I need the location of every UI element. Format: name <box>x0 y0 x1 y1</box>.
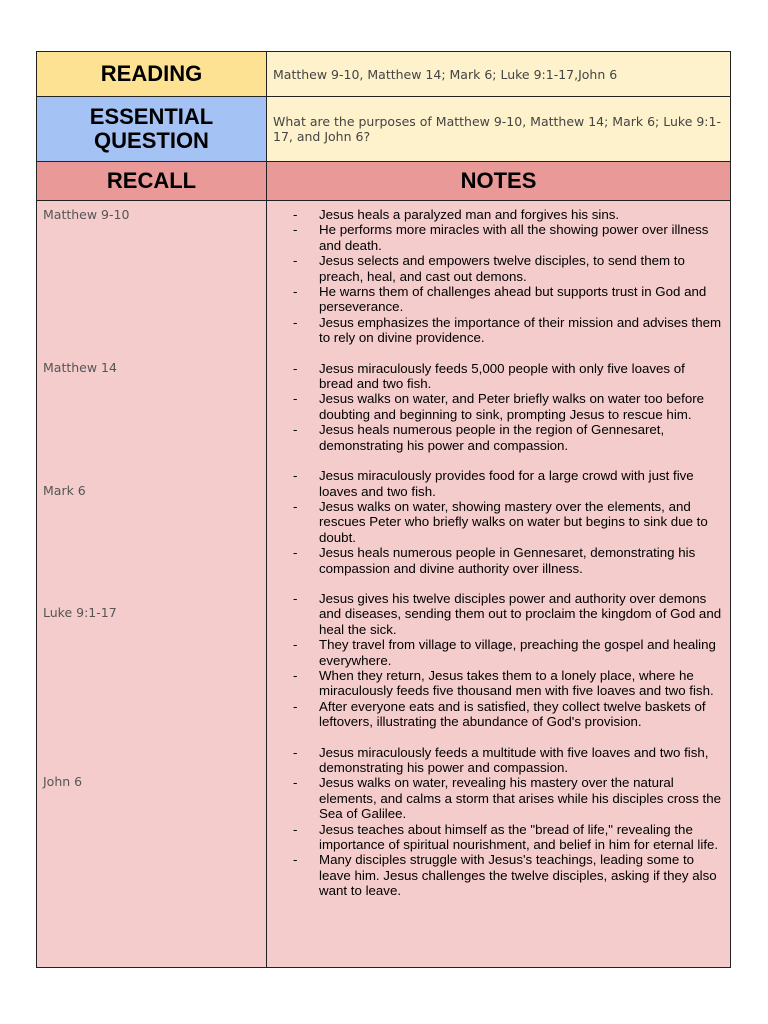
note-item: - Jesus heals numerous people in Gennesaret, demonstrating his compassion and divine authority over illness. <box>293 545 722 576</box>
recall-column <box>37 201 267 968</box>
note-item: - Jesus walks on water, revealing his mastery over the natural elements, and calms a storm that arises while his disciples cross the Sea of Galilee. <box>293 775 722 821</box>
note-item: - Jesus miraculously feeds a multitude with five loaves and two fish, demonstrating his power and compassion. <box>293 745 722 776</box>
essential-question-label <box>37 97 267 162</box>
essential-question-value: What are the purposes of Matthew 9-10, Matthew 14; Mark 6; Luke 9:1-17, and John 6? <box>267 97 731 162</box>
note-item: - He performs more miracles with all the showing power over illness and death. <box>293 222 722 253</box>
note-item: - They travel from village to village, preaching the gospel and healing everywhere. <box>293 637 722 668</box>
note-item: - Jesus emphasizes the importance of their mission and advises them to rely on divine providence. <box>293 315 722 346</box>
note-item: - Jesus teaches about himself as the "bread of life," revealing the importance of spiritual nourishment, and belief in him for eternal life. <box>293 822 722 853</box>
recall-label: Matthew 14 <box>43 360 117 375</box>
notes-list <box>293 361 722 453</box>
notes-header: NOTES <box>267 162 731 201</box>
notes-list <box>293 207 722 346</box>
content-row <box>37 201 731 968</box>
recall-label: Mark 6 <box>43 483 86 498</box>
note-item: - Jesus walks on water, and Peter briefly walks on water too before doubting and beginning to sink, prompting Jesus to rescue him. <box>293 391 722 422</box>
recall-label: Luke 9:1-17 <box>43 605 117 620</box>
notes-column <box>267 201 731 968</box>
notes-list <box>293 468 722 576</box>
note-item: - Jesus walks on water, showing mastery over the elements, and rescues Peter who briefly walks on water but begins to sink due to doubt. <box>293 499 722 545</box>
notes-list <box>293 745 722 899</box>
recall-label: John 6 <box>43 774 83 789</box>
reading-label: READING <box>37 52 267 97</box>
note-item: - Jesus miraculously provides food for a large crowd with just five loaves and two fish. <box>293 468 722 499</box>
note-item: - Jesus gives his twelve disciples power and authority over demons and diseases, sending them out to proclaim the kingdom of God and heal the sick. <box>293 591 722 637</box>
essential-question-label-line1: ESSENTIAL <box>89 104 214 129</box>
section-header-row <box>37 162 731 201</box>
notes-list <box>293 591 722 730</box>
note-item: - After everyone eats and is satisfied, they collect twelve baskets of leftovers, illustrating the abundance of God's provision. <box>293 699 722 730</box>
note-item: - He warns them of challenges ahead but supports trust in God and perseverance. <box>293 284 722 315</box>
note-item: - Jesus heals a paralyzed man and forgives his sins. <box>293 207 722 222</box>
recall-header: RECALL <box>37 162 267 201</box>
note-item: - Many disciples struggle with Jesus's teachings, leading some to leave him. Jesus challenges the twelve disciples, asking if they also want to leave. <box>293 852 722 898</box>
note-item: - Jesus selects and empowers twelve disciples, to send them to preach, heal, and cast out demons. <box>293 253 722 284</box>
note-item: - Jesus miraculously feeds 5,000 people with only five loaves of bread and two fish. <box>293 361 722 392</box>
note-item: - When they return, Jesus takes them to a lonely place, where he miraculously feeds five thousand men with five loaves and two fish. <box>293 668 722 699</box>
cornell-notes-table <box>36 51 731 968</box>
reading-row <box>37 52 731 97</box>
essential-question-label-line2: QUESTION <box>94 128 209 153</box>
reading-value: Matthew 9-10, Matthew 14; Mark 6; Luke 9:1-17,John 6 <box>267 52 731 97</box>
recall-label: Matthew 9-10 <box>43 207 130 222</box>
essential-question-row <box>37 97 731 162</box>
note-item: - Jesus heals numerous people in the region of Gennesaret, demonstrating his power and compassion. <box>293 422 722 453</box>
